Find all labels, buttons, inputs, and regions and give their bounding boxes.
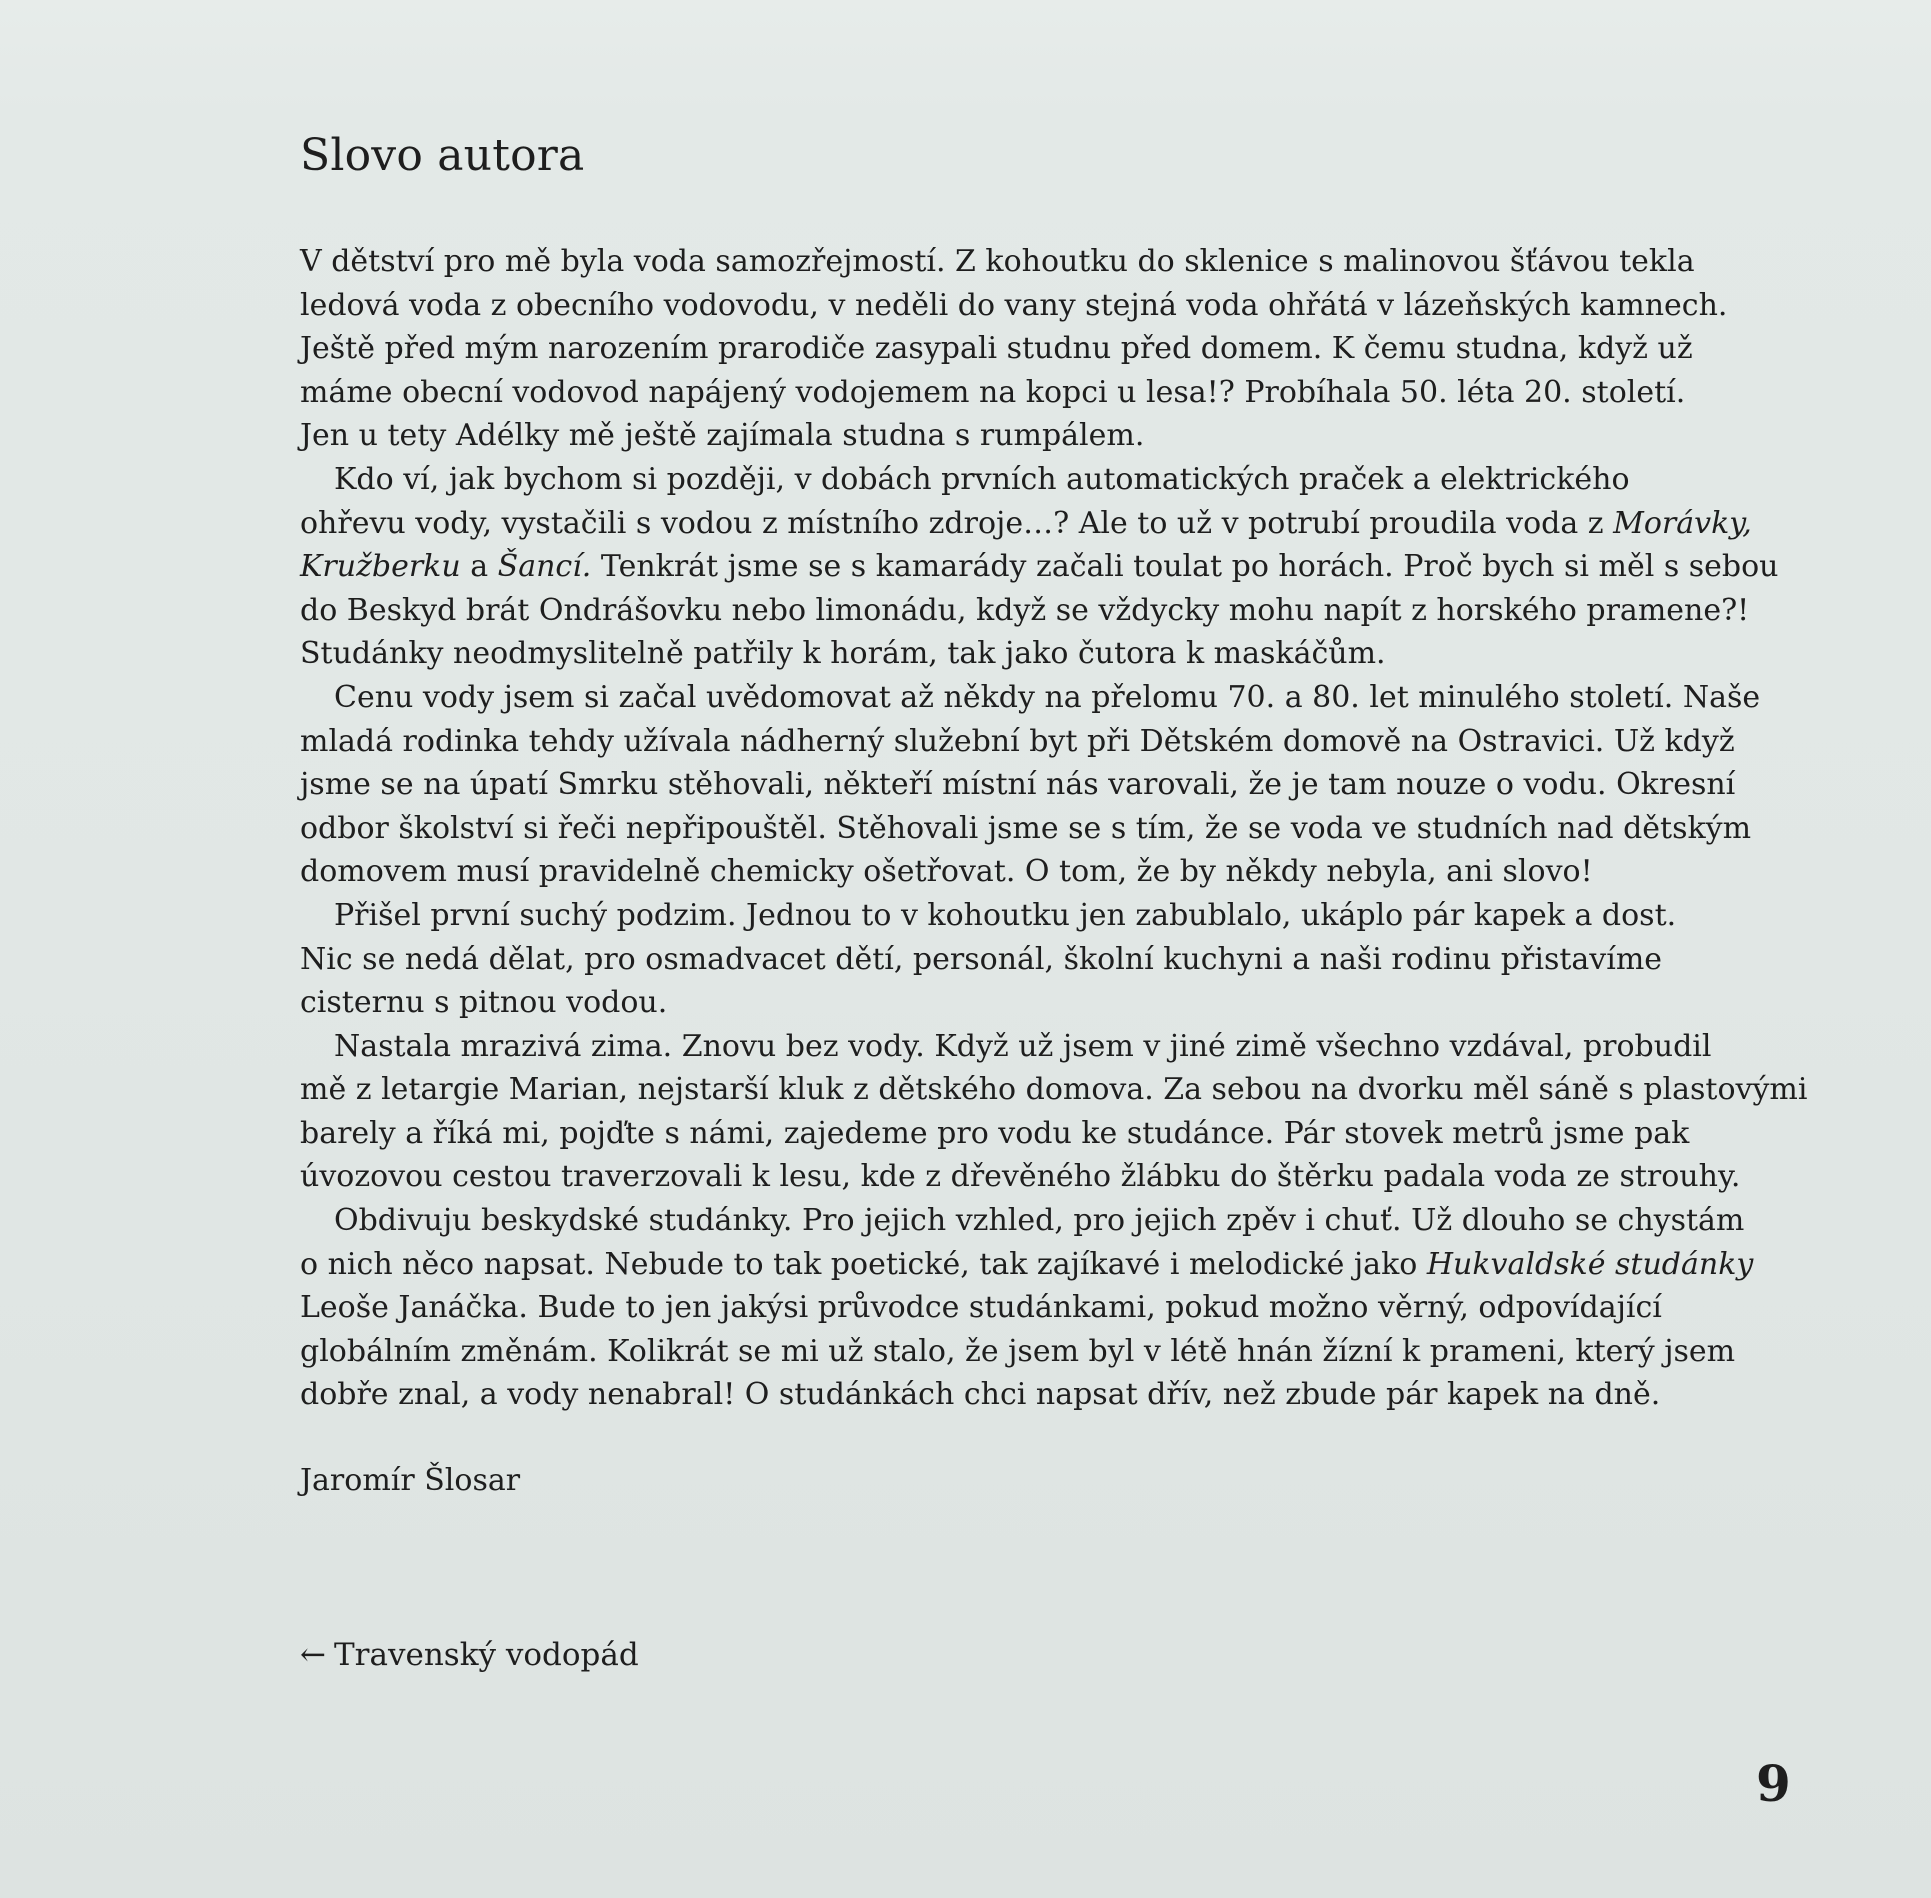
- article-body: [300, 240, 1808, 1417]
- text-line: barely a říká mi, pojďte s námi, zajedeme pro vodu ke studánce. Pár stovek metrů jsme pak: [300, 1115, 1690, 1151]
- paragraph-2: [300, 458, 1790, 676]
- text-line: Kdo ví, jak bychom si později, v dobách prvních automatických praček a elektrického: [334, 461, 1630, 497]
- paragraph-6: [300, 1199, 1790, 1417]
- text-line: mě z letargie Marian, nejstarší kluk z dětského domova. Za sebou na dvorku měl sáně s plastovými: [300, 1072, 1808, 1108]
- text-line: máme obecní vodovod napájený vodojemem na kopci u lesa!? Probíhala 50. léta 20. století.: [300, 374, 1686, 410]
- paragraph-1: [300, 240, 1790, 458]
- text-line: ohřevu vody, vystačili s vodou z místního zdroje…? Ale to už v potrubí proudila voda z Morávky,: [300, 505, 1752, 541]
- text-line: cisternu s pitnou vodou.: [300, 985, 668, 1021]
- text-line: odbor školství si řeči nepřipouštěl. Stěhovali jsme se s tím, že se voda ve studních nad dětským: [300, 810, 1752, 846]
- text-line: úvozovou cestou traverzovali k lesu, kde z dřevěného žlábku do štěrku padala voda ze strouhy.: [300, 1159, 1741, 1195]
- text-line: Jen u tety Adélky mě ještě zajímala studna s rumpálem.: [300, 418, 1145, 454]
- text-line: ledová voda z obecního vodovodu, v neděli do vany stejná voda ohřátá v lázeňských kamnech.: [300, 287, 1728, 323]
- text-line: Přišel první suchý podzim. Jednou to v kohoutku jen zabublalo, ukáplo pár kapek a dost.: [334, 897, 1677, 933]
- paragraph-3: [300, 676, 1790, 894]
- text-line: Ještě před mým narozením prarodiče zasypali studnu před domem. K čemu studna, když už: [300, 331, 1693, 367]
- text-line: Kružberku a Šancí. Tenkrát jsme se s kamarády začali toulat po horách. Proč bych si měl s sebou: [300, 549, 1779, 585]
- text-line: o nich něco napsat. Nebude to tak poetické, tak zajíkavé i melodické jako Hukvaldské studánky: [300, 1246, 1754, 1282]
- text-line: globálním změnám. Kolikrát se mi už stalo, že jsem byl v létě hnán žízní k prameni, který jsem: [300, 1333, 1736, 1369]
- paragraph-4: [300, 894, 1790, 1025]
- page-title: Slovo autora: [300, 130, 585, 181]
- text-line: Cenu vody jsem si začal uvědomovat až někdy na přelomu 70. a 80. let minulého století. Naše: [334, 679, 1761, 715]
- text-line: domovem musí pravidelně chemicky ošetřovat. O tom, že by někdy nebyla, ani slovo!: [300, 854, 1593, 890]
- text-line: Nic se nedá dělat, pro osmadvacet dětí, personál, školní kuchyni a naši rodinu přistavíme: [300, 941, 1663, 977]
- author-signature: Jaromír Šlosar: [300, 1463, 521, 1498]
- text-line: Leoše Janáčka. Bude to jen jakýsi průvodce studánkami, pokud možno věrný, odpovídající: [300, 1290, 1662, 1326]
- arrow-left-icon: ←: [300, 1637, 326, 1673]
- paragraph-5: [300, 1025, 1808, 1199]
- text-line: dobře znal, a vody nenabral! O studánkách chci napsat dřív, než zbude pár kapek na dně.: [300, 1377, 1661, 1413]
- text-line: Nastala mrazivá zima. Znovu bez vody. Když už jsem v jiné zimě všechno vzdával, probudil: [334, 1028, 1712, 1064]
- text-line: Obdivuju beskydské studánky. Pro jejich vzhled, pro jejich zpěv i chuť. Už dlouho se chystám: [334, 1203, 1745, 1239]
- photo-caption: [300, 1634, 639, 1676]
- page-number: 9: [1756, 1754, 1791, 1813]
- text-line: V dětství pro mě byla voda samozřejmostí. Z kohoutku do sklenice s malinovou šťávou tekla: [300, 244, 1695, 279]
- text-line: mladá rodinka tehdy užívala nádherný služební byt při Dětském domově na Ostravici. Už když: [300, 723, 1735, 759]
- text-line: jsme se na úpatí Smrku stěhovali, někteří místní nás varovali, že je tam nouze o vodu. Okresní: [300, 767, 1736, 803]
- text-line: do Beskyd brát Ondrášovku nebo limonádu, když se vždycky mohu napít z horského pramene?!: [300, 592, 1750, 628]
- text-line: Studánky neodmyslitelně patřily k horám, tak jako čutora k maskáčům.: [300, 636, 1386, 672]
- caption-text: Travenský vodopád: [333, 1637, 639, 1673]
